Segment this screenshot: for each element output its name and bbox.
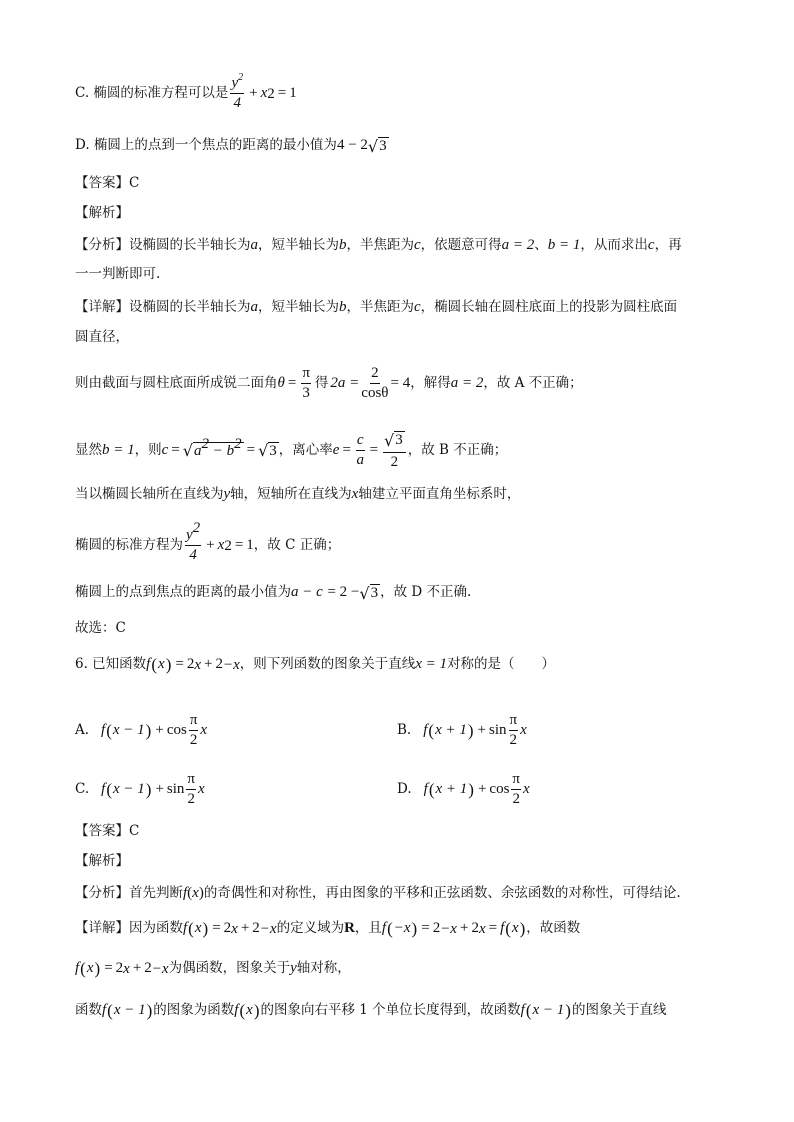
option-c-ellipse: C. 椭圆的标准方程可以是 $\frac{y^2}{4}$ + x 2 = 1 [75,72,297,111]
fraction-pi-over-2: $\frac{\pi}{2}$ [509,712,518,748]
fraction-y2-over-4: $\frac{y^2}{4}$ [231,72,244,111]
fraction-pi-over-2: $\frac{\pi}{2}$ [189,712,198,748]
option-a[interactable]: A. f ( x − 1 ) + cos $\frac{\pi}{2}$ x [75,712,208,748]
sqrt-3: √ 3 [367,136,387,156]
text: C. 椭圆的标准方程可以是 [75,84,229,101]
fraction-pi-over-3: $\frac{\pi}{3}$ [302,365,310,401]
analysis-text-1b: 一一判断即可. [75,266,161,282]
fraction-pi-over-2: $\frac{\pi}{2}$ [187,771,195,807]
fraction-y2-over-4: $\frac{y^2}{4}$ [186,520,201,563]
detail-text-1b: 圆直径， [75,329,129,345]
eccentricity-line: 显然 b = 1 ，则 c = √ $a^2 - b^2$ = √ 3 ，离心率 e = $\frac{c}{a}$ = √ 3 2 ，故 B 不正确； [75,430,508,470]
shift-line: 函数 f ( x − 1 ) 的图象为函数 f ( x ) 的图象向右平移 1 个单位长度得到，故函数 f ( x − 1 ) 的图象关于直线 [75,1001,667,1020]
fraction-pi-over-2: $\frac{\pi}{2}$ [512,771,520,807]
analysis-label-2: 【解析】 [75,853,129,869]
analysis-text-2: 【分析】首先判断 f ( x ) 的奇偶性和对称性，再由图象的平移和正弦函数、余弦函数的对称性，可得结论. [75,884,681,901]
sqrt-3: √ 3 [258,441,277,461]
sqrt-a2-b2: √ $a^2 - b^2$ [182,435,242,461]
standard-equation-line: 椭圆的标准方程为 $\frac{y^2}{4}$ + x 2 = 1 ，故 C 正确； [75,520,341,563]
option-c[interactable]: C. f ( x − 1 ) + sin $\frac{\pi}{2}$ x [75,771,205,807]
detail-text-2: 【详解】因为函数 f ( x ) = 2 x + 2 −x 的定义域为 R ，且 f ( −x ) = 2 −x + 2 x = f ( x ) ，故函数 [75,919,581,938]
fraction-c-over-a: $\frac{c}{a}$ [356,431,364,468]
text: D. 椭圆上的点到一个焦点的距离的最小值为 [75,137,337,154]
question-6-stem: 6. 已知函数 f ( x ) = 2 x + 2 −x ，则下列函数的图象关于直线 x = 1 对称的是（ ） [75,655,556,674]
fraction-2-over-cos: $\frac{2}{\cos\theta}$ [361,365,389,401]
answer-label-2: 【答案】C [75,823,140,839]
option-d-ellipse: D. 椭圆上的点到一个焦点的距离的最小值为 4 − 2 √ 3 [75,136,387,156]
dihedral-line: 则由截面与圆柱底面所成锐二面角 θ = $\frac{\pi}{3}$ 得 2a = $\frac{2}{\cos\theta}$ = 4 ，解得 a = 2 ，故 A 不正确； [75,365,583,401]
choose-line-1: 故选：C [75,620,126,636]
coordinate-line: 当以椭圆长轴所在直线为 y 轴，短轴所在直线为 x 轴建立平面直角坐标系时， [75,485,521,502]
detail-text-1: 【详解】设椭圆的长半轴长为 a ，短半轴长为 b ，半焦距为 c ，椭圆长轴在圆柱底面上的投影为圆柱底面 [75,298,678,315]
fraction-sqrt3-over-2: √ 3 2 [383,431,406,470]
analysis-label-1: 【解析】 [75,205,129,221]
option-d[interactable]: D. f ( x + 1 ) + cos $\frac{\pi}{2}$ x [397,771,530,807]
option-b[interactable]: B. f ( x + 1 ) + sin $\frac{\pi}{2}$ x [397,712,527,748]
even-function-line: f ( x ) = 2 x + 2 −x 为偶函数，图象关于 y 轴对称， [75,959,351,978]
answer-label-1: 【答案】C [75,175,140,191]
min-distance-line: 椭圆上的点到焦点的距离的最小值为 a − c = 2 − √ 3 ，故 D 不正确. [75,583,472,603]
sqrt-3: √ 3 [359,583,379,603]
analysis-text-1: 【分析】设椭圆的长半轴长为 a ，短半轴长为 b ，半焦距为 c ，依题意可得 a = 2 、 b = 1 ，从而求出 c ，再 [75,236,682,253]
